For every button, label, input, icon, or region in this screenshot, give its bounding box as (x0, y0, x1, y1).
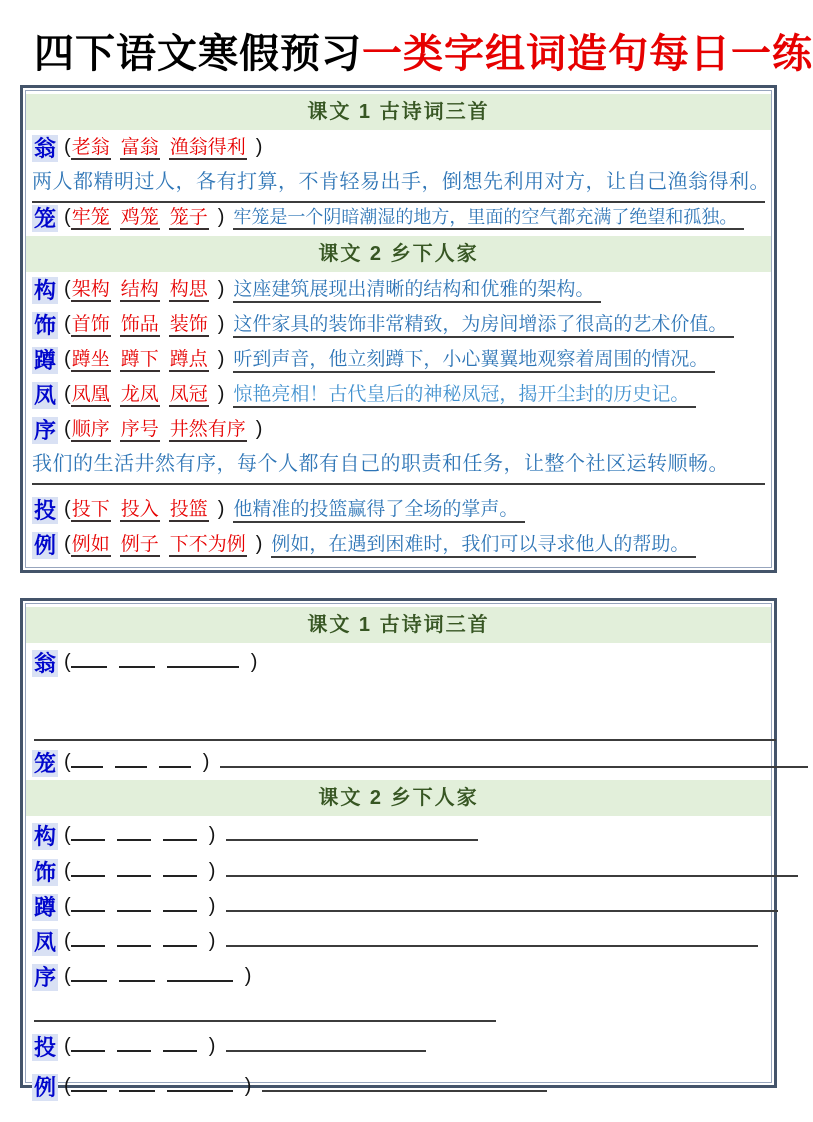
sentence-blank-line (226, 932, 758, 947)
hanzi-char: 序 (34, 965, 57, 990)
close-paren: ) (208, 824, 216, 846)
blank-segment (167, 653, 239, 668)
section-header: 课文 2 乡下人家 (26, 236, 771, 272)
answer-box-content (25, 90, 772, 568)
open-paren: ( (64, 651, 71, 673)
hanzi-char: 例 (34, 533, 57, 558)
answer-box (20, 85, 777, 573)
open-paren: ( (64, 348, 71, 370)
blank-segment (71, 932, 105, 947)
title-highlight: 一类字组词造句每日一练 (362, 30, 813, 77)
blank-entry-row (32, 816, 765, 854)
hanzi-char: 例 (34, 1075, 57, 1100)
blank-segment (119, 1077, 155, 1092)
open-paren: ( (64, 860, 71, 882)
word-item: 装饰 (169, 314, 208, 335)
close-paren: ) (217, 206, 225, 228)
word-item: 井然有序 (169, 419, 246, 440)
blank-segment (71, 826, 105, 841)
open-paren: ( (64, 278, 71, 300)
hanzi-char: 投 (34, 498, 57, 523)
word-item: 鸡笼 (120, 207, 159, 228)
blank-segment (163, 897, 197, 912)
close-paren: ) (217, 313, 225, 335)
hanzi-char: 凤 (34, 383, 57, 408)
word-item: 结构 (120, 279, 159, 300)
blank-segment (117, 826, 151, 841)
close-paren: ) (217, 348, 225, 370)
close-paren: ) (244, 965, 252, 987)
open-paren: ( (64, 930, 71, 952)
sentence-text: 这座建筑展现出清晰的结构和优雅的架构。 (233, 279, 601, 303)
blank-segment (159, 753, 191, 768)
open-paren: ( (64, 206, 71, 228)
entry-row (32, 492, 765, 527)
blank-segment (163, 1037, 197, 1052)
blank-segment (119, 653, 155, 668)
hanzi-char: 构 (34, 824, 57, 849)
word-item: 投下 (71, 499, 110, 520)
sentence-blank-line (220, 753, 808, 768)
blank-entry-row (32, 1026, 765, 1066)
sentence-text: 他精准的投篮赢得了全场的掌声。 (233, 499, 525, 523)
open-paren: ( (64, 895, 71, 917)
word-item: 牢笼 (71, 207, 110, 228)
close-paren: ) (217, 498, 225, 520)
sentence-blank-line (34, 1020, 496, 1022)
close-paren: ) (208, 895, 216, 917)
blank-segment (167, 967, 233, 982)
sentence-text: 听到声音，他立刻蹲下，小心翼翼地观察着周围的情况。 (233, 349, 715, 373)
blank-entry-row (32, 745, 765, 779)
hanzi-char: 笼 (34, 751, 57, 776)
blank-segment (71, 1077, 107, 1092)
blank-entry-row (32, 854, 765, 889)
word-item: 序号 (120, 419, 159, 440)
open-paren: ( (64, 533, 71, 555)
sentence-blank-line (226, 1037, 426, 1052)
entry-row (32, 377, 765, 412)
section-header: 课文 1 古诗词三首 (26, 607, 771, 643)
sentence-blank-line (226, 826, 478, 841)
entry-row (32, 412, 765, 447)
blank-sentence-row (32, 994, 765, 1026)
open-paren: ( (64, 824, 71, 846)
close-paren: ) (208, 1035, 216, 1057)
blank-segment (117, 862, 151, 877)
title-prefix: 四下语文寒假预习 (34, 30, 362, 77)
blank-entry-row (32, 643, 765, 681)
blank-entry-row (32, 1066, 765, 1106)
sentence-row (32, 447, 765, 482)
close-paren: ) (208, 930, 216, 952)
close-paren: ) (255, 533, 263, 555)
close-paren: ) (250, 651, 258, 673)
word-item: 构思 (169, 279, 208, 300)
close-paren: ) (255, 418, 263, 440)
sentence-blank-line (262, 1077, 547, 1092)
close-paren: ) (202, 751, 210, 773)
open-paren: ( (64, 498, 71, 520)
blank-segment (71, 897, 105, 912)
word-item: 龙凤 (120, 384, 159, 405)
open-paren: ( (64, 1035, 71, 1057)
section-header: 课文 2 乡下人家 (26, 780, 771, 816)
blank-segment (71, 1037, 105, 1052)
sentence-text: 我们的生活井然有序，每个人都有自己的职责和任务，让整个社区运转顺畅。 (32, 447, 765, 485)
blank-sentence-row (32, 681, 765, 745)
blank-segment (117, 1037, 151, 1052)
sentence-blank-line (34, 739, 776, 741)
blank-entry-row (32, 889, 765, 924)
practice-box (20, 598, 777, 1100)
entry-row (32, 130, 765, 165)
word-item: 老翁 (71, 137, 110, 158)
word-item: 凤凰 (71, 384, 110, 405)
entry-row (32, 200, 765, 235)
blank-segment (119, 967, 155, 982)
hanzi-char: 投 (34, 1035, 57, 1060)
entry-row (32, 342, 765, 377)
word-item: 例如 (71, 534, 110, 555)
hanzi-char: 构 (34, 278, 57, 303)
word-item: 顺序 (71, 419, 110, 440)
open-paren: ( (64, 418, 71, 440)
close-paren: ) (244, 1075, 252, 1097)
hanzi-char: 翁 (34, 136, 57, 161)
section-header: 课文 1 古诗词三首 (26, 94, 771, 130)
close-paren: ) (208, 860, 216, 882)
word-item: 蹲点 (169, 349, 208, 370)
hanzi-char: 饰 (34, 313, 57, 338)
hanzi-char: 笼 (34, 206, 57, 231)
word-item: 蹲下 (120, 349, 159, 370)
close-paren: ) (217, 278, 225, 300)
entry-row (32, 307, 765, 342)
open-paren: ( (64, 313, 71, 335)
open-paren: ( (64, 383, 71, 405)
word-item: 饰品 (120, 314, 159, 335)
hanzi-char: 蹲 (34, 348, 57, 373)
close-paren: ) (217, 383, 225, 405)
blank-segment (115, 753, 147, 768)
sentence-blank-line (226, 897, 778, 912)
blank-entry-row (32, 959, 765, 994)
sentence-text: 这件家具的装饰非常精致，为房间增添了很高的艺术价值。 (233, 314, 734, 338)
blank-segment (71, 862, 105, 877)
open-paren: ( (64, 965, 71, 987)
word-item: 富翁 (120, 137, 159, 158)
blank-segment (163, 826, 197, 841)
sentence-text: 牢笼是一个阴暗潮湿的地方，里面的空气都充满了绝望和孤独。 (233, 207, 744, 230)
hanzi-char: 饰 (34, 860, 57, 885)
sentence-blank-line (226, 862, 798, 877)
hanzi-char: 凤 (34, 930, 57, 955)
word-item: 首饰 (71, 314, 110, 335)
sentence-row (32, 165, 770, 200)
word-item: 下不为例 (169, 534, 246, 555)
word-item: 例子 (120, 534, 159, 555)
blank-segment (71, 967, 107, 982)
page-title (34, 22, 813, 79)
blank-segment (117, 897, 151, 912)
open-paren: ( (64, 751, 71, 773)
close-paren: ) (255, 136, 263, 158)
entry-row (32, 527, 765, 562)
word-item: 架构 (71, 279, 110, 300)
open-paren: ( (64, 136, 71, 158)
blank-segment (117, 932, 151, 947)
blank-segment (167, 1077, 233, 1092)
entry-row (32, 272, 765, 307)
word-item: 蹲坐 (71, 349, 110, 370)
word-item: 投入 (120, 499, 159, 520)
sentence-text: 惊艳亮相！古代皇后的神秘凤冠，揭开尘封的历史记。 (233, 384, 696, 408)
word-item: 渔翁得利 (169, 137, 246, 158)
sentence-text: 例如，在遇到困难时，我们可以寻求他人的帮助。 (271, 534, 696, 558)
open-paren: ( (64, 1075, 71, 1097)
blank-segment (71, 653, 107, 668)
blank-segment (163, 932, 197, 947)
blank-segment (71, 753, 103, 768)
sentence-text: 两人都精明过人，各有打算，不肯轻易出手，倒想先利用对方，让自己渔翁得利。 (32, 165, 765, 203)
word-item: 投篮 (169, 499, 208, 520)
hanzi-char: 翁 (34, 651, 57, 676)
blank-segment (163, 862, 197, 877)
practice-box-content (25, 603, 772, 1100)
word-item: 凤冠 (169, 384, 208, 405)
hanzi-char: 序 (34, 418, 57, 443)
hanzi-char: 蹲 (34, 895, 57, 920)
word-item: 笼子 (169, 207, 208, 228)
blank-entry-row (32, 924, 765, 959)
